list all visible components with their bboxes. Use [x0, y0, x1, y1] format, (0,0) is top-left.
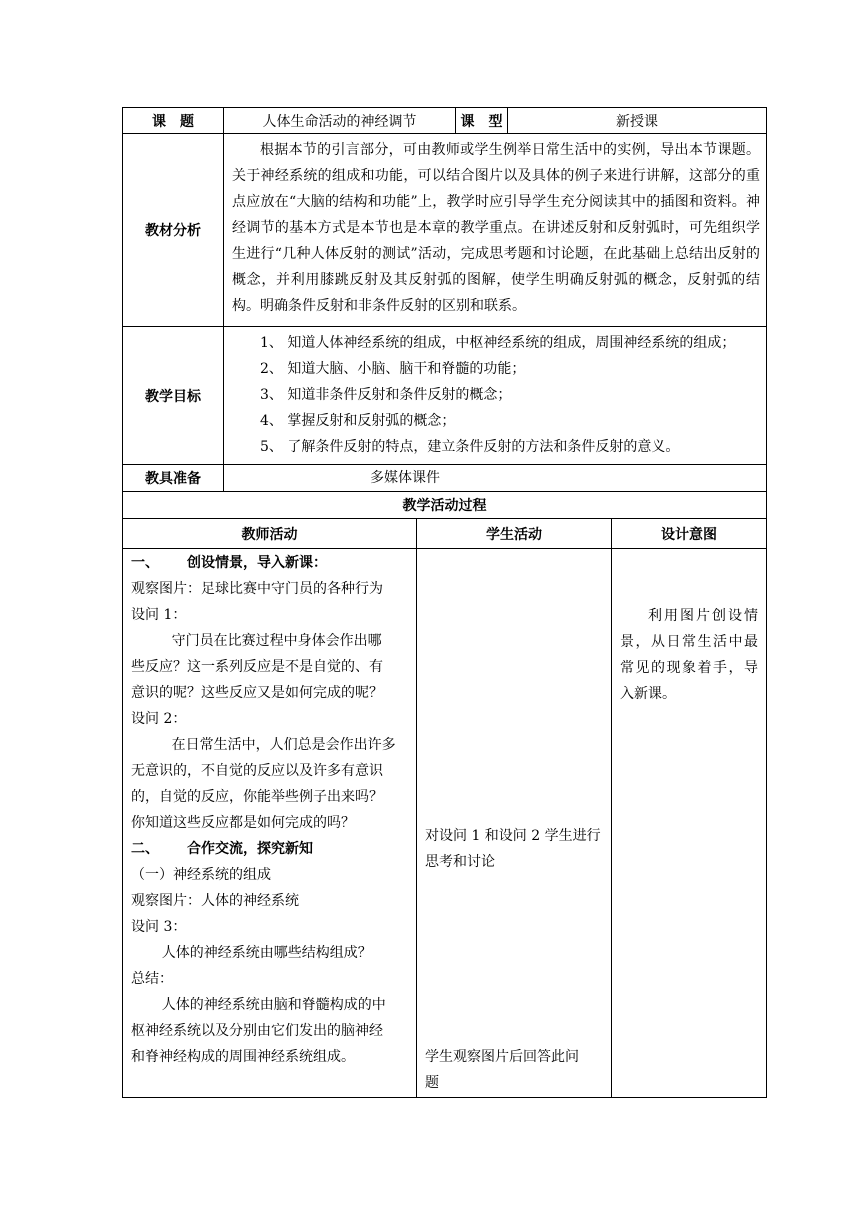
tools-value: 多媒体课件	[370, 470, 440, 486]
section-two-title: 合作交流，探究新知	[187, 841, 313, 857]
section-two-heading	[131, 836, 408, 862]
material-cell	[224, 134, 766, 326]
goal-item: 4、 掌握反射和反射弧的概念；	[260, 413, 456, 429]
teacher-line: 观察图片：人体的神经系统	[131, 893, 299, 909]
teacher-cell	[123, 549, 417, 1097]
topic-value: 人体生命活动的神经调节	[224, 108, 456, 133]
header-row	[123, 108, 766, 134]
goals-label: 教学目标	[123, 327, 224, 464]
teacher-line: 在日常生活中，人们总是会作出许多	[171, 737, 396, 753]
tools-label: 教具准备	[123, 465, 224, 491]
col-teacher-header: 教师活动	[123, 519, 417, 548]
teacher-line: 观察图片：足球比赛中守门员的各种行为	[131, 581, 383, 597]
student-line: 题	[425, 1075, 439, 1091]
teacher-line: 意识的呢？这些反应又是如何完成的呢？	[131, 685, 383, 701]
student-line: 学生观察图片后回答此问	[425, 1049, 579, 1065]
section-one-heading	[131, 550, 408, 576]
process-header-row	[123, 519, 766, 549]
teacher-line: 的，自觉的反应，你能举些例子出来吗？	[131, 789, 383, 805]
goals-cell	[224, 327, 766, 464]
goal-item: 3、 知道非条件反射和条件反射的概念；	[260, 387, 512, 403]
student-cell	[417, 549, 612, 1097]
lesson-plan-table	[122, 107, 767, 1098]
student-line: 对设问 1 和设问 2 学生进行	[425, 828, 601, 844]
material-row	[123, 134, 766, 327]
teacher-line: 些反应？这一系列反应是不是自觉的、有	[131, 659, 383, 675]
teacher-line: 人体的神经系统由哪些结构组成？	[161, 945, 372, 961]
material-text: 根据本节的引言部分，可由教师或学生例举日常生活中的实例，导出本节课题。关于神经系统的组成和功能，可以结合图片以及具体的例子来进行讲解，这部分的重点应放在“大脑的结构和功能”上，教学时应引导学生充分阅读其中的插图和资料。神经调节的基本方式是本节也是本章的教学重点。在讲述反射和反射弧时，可先组织学生进行“几种人体反射的测试”活动，完成思考题和讨论题，在此基础上总结出反射的概念，并利用膝跳反射及其反射弧的图解，使学生明确反射弧的概念，反射弧的结构。明确条件反射和非条件反射的区别和联系。	[232, 142, 760, 314]
teacher-line: 无意识的，不自觉的反应以及许多有意识	[131, 763, 383, 779]
goal-item: 5、 了解条件反射的特点，建立条件反射的方法和条件反射的意义。	[260, 439, 680, 455]
section-two-number: 二、	[131, 841, 159, 857]
material-label: 教材分析	[123, 134, 224, 326]
intent-cell	[612, 549, 766, 1097]
type-label: 课 型	[456, 108, 508, 133]
process-body-row	[123, 549, 766, 1097]
teacher-line: 设问 2：	[131, 711, 187, 727]
teacher-line: 你知道这些反应都是如何完成的吗？	[131, 815, 355, 831]
teacher-line: 枢神经系统以及分别由它们发出的脑神经	[131, 1023, 383, 1039]
teacher-line: 设问 3：	[131, 919, 187, 935]
col-student-header: 学生活动	[417, 519, 612, 548]
teacher-line: （一）神经系统的组成	[131, 867, 271, 883]
goal-item: 2、 知道大脑、小脑、脑干和脊髓的功能；	[260, 361, 526, 377]
student-line: 思考和讨论	[425, 854, 495, 870]
tools-row	[123, 465, 766, 492]
process-title: 教学活动过程	[123, 492, 766, 519]
type-value: 新授课	[616, 113, 658, 130]
teacher-line: 设问 1：	[131, 607, 187, 623]
intent-text: 利用图片创设情景，从日常生活中最常见的现象着手，导入新课。	[620, 608, 758, 702]
topic-label: 课 题	[123, 108, 224, 133]
goals-row	[123, 327, 766, 465]
teacher-line: 守门员在比赛过程中身体会作出哪	[171, 633, 382, 649]
teacher-line: 和脊神经构成的周围神经系统组成。	[131, 1049, 355, 1065]
col-intent-header: 设计意图	[661, 526, 717, 543]
teacher-line: 总结：	[131, 971, 173, 987]
section-one-number: 一、	[131, 555, 159, 571]
teacher-line: 人体的神经系统由脑和脊髓构成的中	[161, 997, 386, 1013]
section-one-title: 创设情景，导入新课：	[187, 555, 327, 571]
goal-item: 1、 知道人体神经系统的组成，中枢神经系统的组成，周围神经系统的组成；	[260, 335, 736, 351]
